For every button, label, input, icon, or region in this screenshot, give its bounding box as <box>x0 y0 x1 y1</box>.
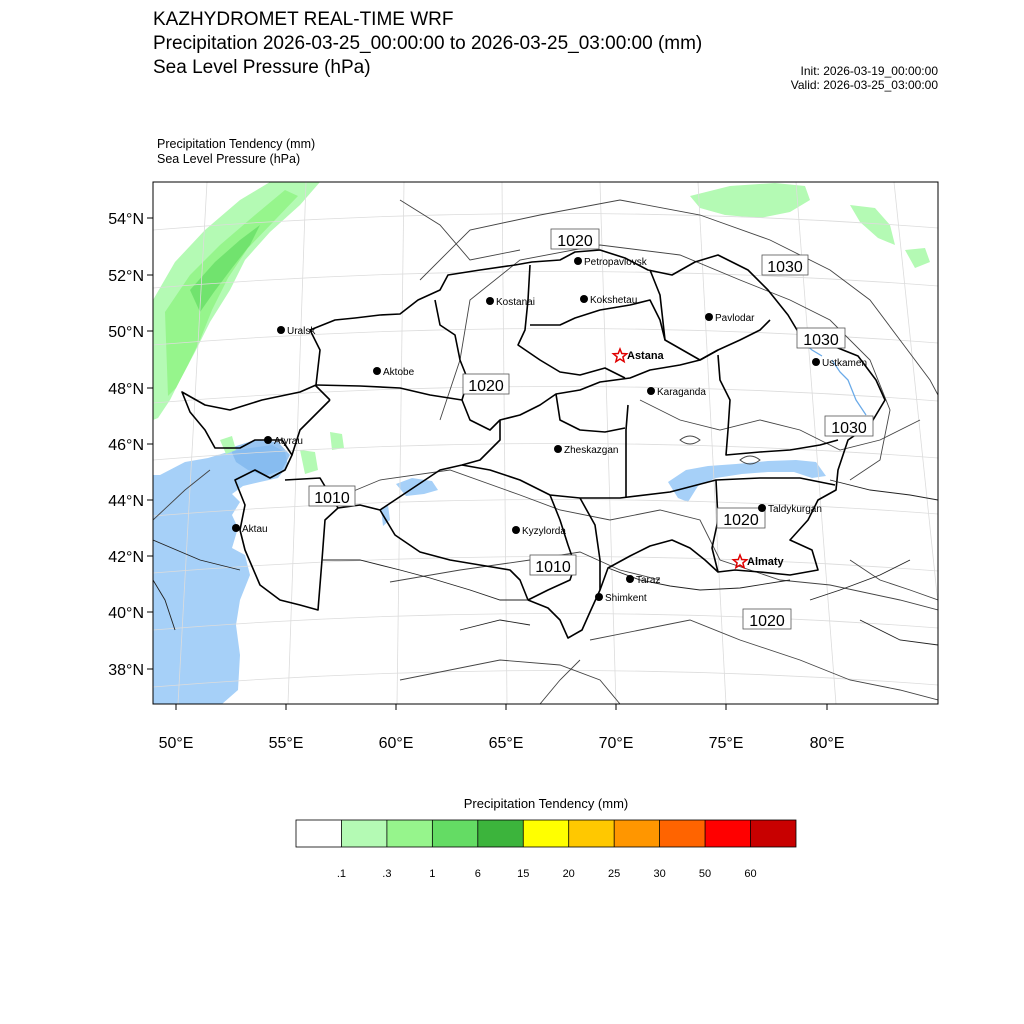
svg-text:Atyrau: Atyrau <box>274 436 303 447</box>
svg-text:Almaty: Almaty <box>747 556 784 568</box>
svg-text:Petropavlovsk: Petropavlovsk <box>584 257 647 268</box>
colorbar-bin <box>614 820 659 847</box>
colorbar-bin <box>387 820 432 847</box>
lat-label-44: 44°N <box>108 493 144 510</box>
svg-text:1030: 1030 <box>803 332 839 349</box>
border-zhambyl-west <box>528 495 575 600</box>
colorbar-label: 30 <box>653 868 666 880</box>
map-plot-area <box>153 182 938 704</box>
colorbar-label: 1 <box>429 868 436 880</box>
precip-northeast <box>690 183 930 268</box>
svg-text:Kyzylorda: Kyzylorda <box>522 526 566 537</box>
svg-text:Taraz: Taraz <box>636 575 661 586</box>
city-marker <box>580 295 637 306</box>
colorbar-label: .3 <box>382 868 392 880</box>
svg-text:Zheskazgan: Zheskazgan <box>564 445 619 456</box>
svg-text:Kostanai: Kostanai <box>496 297 535 308</box>
svg-text:Pavlodar: Pavlodar <box>715 313 755 324</box>
lat-label-46: 46°N <box>108 437 144 454</box>
caspian-sea <box>153 445 288 704</box>
isobar-label <box>463 374 509 395</box>
lon-label-80: 80°E <box>809 735 845 752</box>
city-markers <box>232 257 867 604</box>
colorbar-label: 25 <box>608 868 621 880</box>
colorbar-title: Precipitation Tendency (mm) <box>463 796 629 811</box>
city-marker <box>232 524 268 535</box>
border-ulytau <box>556 394 625 432</box>
svg-text:1020: 1020 <box>749 613 785 630</box>
city-marker <box>812 358 867 369</box>
isobar-label <box>762 255 808 276</box>
colorbar-label: 60 <box>744 868 757 880</box>
city-marker <box>373 367 415 378</box>
isobar-label <box>717 508 765 529</box>
isobar-label <box>530 555 576 576</box>
latitude-labels <box>108 211 144 679</box>
colorbar-bin <box>523 820 568 847</box>
field-line-2: Sea Level Pressure (hPa) <box>157 152 301 166</box>
svg-text:1020: 1020 <box>468 378 504 395</box>
lon-label-65: 65°E <box>488 735 524 752</box>
lat-label-40: 40°N <box>108 605 144 622</box>
colorbar-label: 20 <box>562 868 575 880</box>
lat-label-38: 38°N <box>108 662 144 679</box>
colorbar-bin <box>705 820 750 847</box>
star-icon <box>733 555 746 568</box>
svg-text:Astana: Astana <box>627 350 664 362</box>
colorbar-label: 6 <box>474 868 481 880</box>
svg-text:Karaganda: Karaganda <box>657 387 706 398</box>
title-line-3: Sea Level Pressure (hPa) <box>153 57 371 78</box>
svg-text:1020: 1020 <box>557 233 593 250</box>
colorbar-bin <box>751 820 797 847</box>
capital-marker <box>613 349 664 362</box>
capital-marker <box>733 555 784 568</box>
lake-balkhash <box>668 460 826 502</box>
city-marker <box>626 575 660 586</box>
svg-text:Taldykurgan: Taldykurgan <box>768 504 822 515</box>
border-zhambyl-east <box>626 405 628 498</box>
city-marker <box>574 257 648 268</box>
lat-label-42: 42°N <box>108 549 144 566</box>
colorbar-bin <box>296 820 341 847</box>
colorbar-bin <box>478 820 523 847</box>
lat-label-52: 52°N <box>108 268 144 285</box>
border-kyzylorda <box>380 420 500 510</box>
city-marker <box>277 326 316 337</box>
colorbar-bin <box>569 820 614 847</box>
lon-label-50: 50°E <box>158 735 194 752</box>
svg-text:1030: 1030 <box>831 420 867 437</box>
svg-text:1030: 1030 <box>767 259 803 276</box>
lon-label-60: 60°E <box>378 735 414 752</box>
svg-text:Ustkamen: Ustkamen <box>822 358 868 369</box>
isobar-label <box>551 229 599 250</box>
colorbar-bin <box>341 820 386 847</box>
city-marker <box>554 445 618 456</box>
colorbar-label: 15 <box>517 868 530 880</box>
svg-text:Aktobe: Aktobe <box>383 367 415 378</box>
isobar-label <box>309 486 355 507</box>
border-akmola <box>518 265 625 378</box>
lon-label-70: 70°E <box>598 735 634 752</box>
svg-text:Kokshetau: Kokshetau <box>590 295 638 306</box>
city-marker <box>758 504 822 515</box>
svg-text:Uralsk: Uralsk <box>287 326 316 337</box>
rivers <box>800 340 866 415</box>
colorbar-bin <box>660 820 705 847</box>
lat-label-50: 50°N <box>108 324 144 341</box>
city-marker <box>595 593 647 604</box>
isobar-label <box>825 416 873 437</box>
lat-label-54: 54°N <box>108 211 144 228</box>
colorbar-bin <box>432 820 477 847</box>
border-turkestan <box>580 498 600 590</box>
longitude-labels <box>159 735 845 752</box>
lon-label-55: 55°E <box>268 735 304 752</box>
city-marker <box>512 526 566 537</box>
city-marker <box>705 313 755 324</box>
title-line-1: KAZHYDROMET REAL-TIME WRF <box>153 9 454 30</box>
svg-text:1010: 1010 <box>535 559 571 576</box>
svg-text:Shimkent: Shimkent <box>605 593 647 604</box>
isobar-labels <box>309 229 873 630</box>
svg-text:1010: 1010 <box>314 490 350 507</box>
title-line-2: Precipitation 2026-03-25_00:00:00 to 2026-03-25_03:00:00 (mm) <box>153 33 703 54</box>
svg-text:Aktau: Aktau <box>242 524 268 535</box>
lat-label-48: 48°N <box>108 381 144 398</box>
capital-markers <box>613 349 784 568</box>
lon-label-75: 75°E <box>708 735 744 752</box>
star-icon <box>613 349 626 362</box>
isobar-label <box>743 609 791 630</box>
city-marker <box>647 387 706 398</box>
svg-text:1020: 1020 <box>723 512 759 529</box>
field-line-1: Precipitation Tendency (mm) <box>157 137 316 151</box>
colorbar-label: .1 <box>336 868 347 880</box>
border-north-kazakh <box>530 300 665 340</box>
valid-time: Valid: 2026-03-25_03:00:00 <box>790 78 938 92</box>
init-time: Init: 2026-03-19_00:00:00 <box>800 64 938 78</box>
isobar-label <box>797 328 845 349</box>
colorbar <box>296 820 796 880</box>
colorbar-label: 50 <box>698 868 712 880</box>
city-marker <box>486 297 535 308</box>
